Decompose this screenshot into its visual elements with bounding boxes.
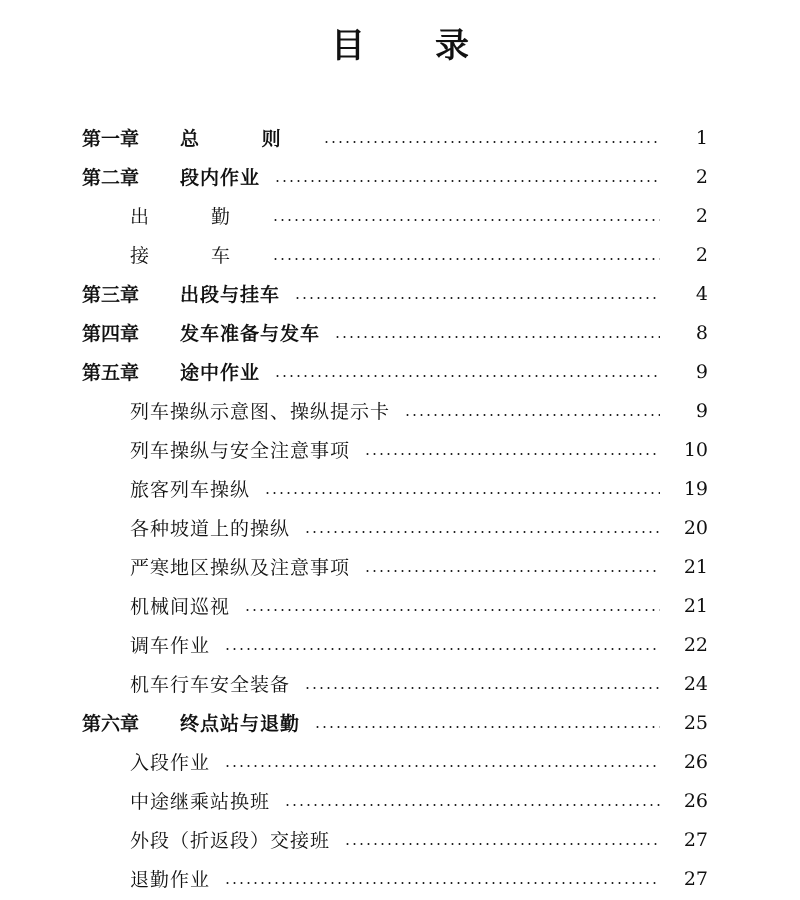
dot-leader <box>323 141 660 143</box>
section-title: 退勤作业 <box>130 869 211 891</box>
toc-entry-section[interactable] <box>0 235 800 274</box>
section-title: 外段（折返段）交接班 <box>130 830 331 852</box>
page-number: 27 <box>683 867 708 890</box>
dot-leader <box>274 375 660 377</box>
section-title: 旅客列车操纵 <box>130 479 251 501</box>
dot-leader <box>272 258 660 260</box>
page-number: 20 <box>683 516 708 539</box>
chapter-title: 发车准备与发车 <box>180 323 321 345</box>
chapter-number: 第一章 <box>82 128 140 150</box>
toc-entry-chapter-3[interactable] <box>0 274 800 313</box>
dot-leader <box>244 609 660 611</box>
toc-entry-section[interactable] <box>0 742 800 781</box>
page-number: 1 <box>695 126 708 149</box>
dot-leader <box>344 843 660 845</box>
dot-leader <box>314 726 660 728</box>
page-number: 2 <box>695 204 708 227</box>
toc-entry-chapter-2[interactable] <box>0 157 800 196</box>
page-number: 27 <box>683 828 708 851</box>
section-title: 接 车 <box>130 245 259 267</box>
page-number: 21 <box>683 555 708 578</box>
chapter-number: 第四章 <box>82 323 140 345</box>
page-number: 10 <box>683 438 708 461</box>
chapter-title: 终点站与退勤 <box>180 713 301 735</box>
chapter-number: 第六章 <box>82 713 140 735</box>
dot-leader <box>364 570 660 572</box>
page-number: 9 <box>695 360 708 383</box>
dot-leader <box>294 297 660 299</box>
toc-entry-chapter-5[interactable] <box>0 352 800 391</box>
dot-leader <box>274 180 660 182</box>
toc-entry-section[interactable] <box>0 586 800 625</box>
section-title: 入段作业 <box>130 752 211 774</box>
chapter-title: 段内作业 <box>180 167 261 189</box>
section-title: 调车作业 <box>130 635 211 657</box>
page-number: 25 <box>683 711 708 734</box>
toc-entry-section[interactable] <box>0 820 800 859</box>
page-number: 4 <box>695 282 708 305</box>
toc-entry-section[interactable] <box>0 391 800 430</box>
toc-entry-section[interactable] <box>0 664 800 703</box>
toc-entry-section[interactable] <box>0 547 800 586</box>
dot-leader <box>404 414 660 416</box>
section-title: 各种坡道上的操纵 <box>130 518 291 540</box>
toc-entry-section[interactable] <box>0 430 800 469</box>
toc-entry-section[interactable] <box>0 196 800 235</box>
chapter-number: 第三章 <box>82 284 140 306</box>
dot-leader <box>304 531 660 533</box>
chapter-title: 途中作业 <box>180 362 261 384</box>
page-number: 19 <box>683 477 708 500</box>
page-number: 26 <box>683 750 708 773</box>
toc-entry-section[interactable] <box>0 508 800 547</box>
dot-leader <box>364 453 660 455</box>
chapter-number: 第五章 <box>82 362 140 384</box>
section-title: 列车操纵与安全注意事项 <box>130 440 351 462</box>
dot-leader <box>272 219 660 221</box>
toc-entry-section[interactable] <box>0 625 800 664</box>
section-title: 列车操纵示意图、操纵提示卡 <box>130 401 391 423</box>
section-title: 出 勤 <box>130 206 259 228</box>
page-number: 22 <box>683 633 708 656</box>
chapter-title: 总 则 <box>180 128 309 150</box>
section-title: 中途继乘站换班 <box>130 791 271 813</box>
page-number: 2 <box>695 165 708 188</box>
page-number: 26 <box>683 789 708 812</box>
dot-leader <box>224 765 660 767</box>
dot-leader <box>334 336 660 338</box>
toc-entry-chapter-4[interactable] <box>0 313 800 352</box>
page-number: 9 <box>695 399 708 422</box>
chapter-title: 出段与挂车 <box>180 284 281 306</box>
section-title: 严寒地区操纵及注意事项 <box>130 557 351 579</box>
toc-entry-section[interactable] <box>0 469 800 508</box>
page-number: 21 <box>683 594 708 617</box>
dot-leader <box>284 804 660 806</box>
page-title: 目录 <box>331 26 539 66</box>
toc-entry-chapter-6[interactable] <box>0 703 800 742</box>
page-number: 24 <box>683 672 708 695</box>
page-number: 2 <box>695 243 708 266</box>
dot-leader <box>264 492 660 494</box>
toc-entry-section[interactable] <box>0 859 800 898</box>
dot-leader <box>224 648 660 650</box>
toc-entry-section[interactable] <box>0 781 800 820</box>
dot-leader <box>304 687 660 689</box>
section-title: 机械间巡视 <box>130 596 231 618</box>
chapter-number: 第二章 <box>82 167 140 189</box>
toc-entry-chapter-1[interactable] <box>0 118 800 157</box>
page-number: 8 <box>695 321 708 344</box>
dot-leader <box>224 882 660 884</box>
section-title: 机车行车安全装备 <box>130 674 291 696</box>
